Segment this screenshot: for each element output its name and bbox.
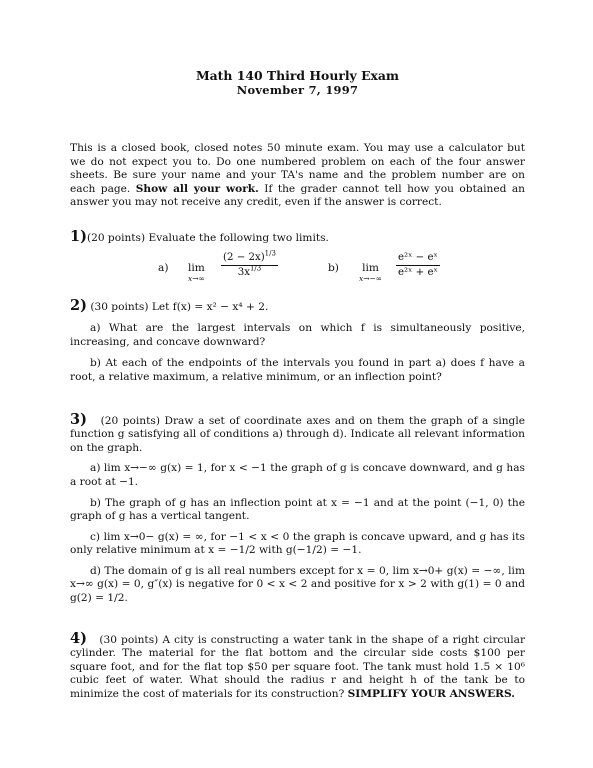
question-1-limits xyxy=(70,249,525,292)
question-3-part-d: d) The domain of g is all real numbers except for x = 0, lim x→0+ g(x) = −∞, lim x→∞ g(x) = 0, g″(x) is negative for 0 < x < 2 and positive for x > 2 with g(1) = 0 and g(2) = 1/2. xyxy=(70,564,525,605)
instructions-emphasis: Show all your work. xyxy=(135,182,259,195)
exam-date: November 7, 1997 xyxy=(236,83,359,97)
question-1-number: 1) xyxy=(70,227,87,245)
question-4 xyxy=(70,629,526,702)
limit-a-operator: lim x→∞ xyxy=(188,261,205,284)
exam-title: Math 140 Third Hourly Exam xyxy=(195,68,400,83)
question-2-part-b: b) At each of the endpoints of the intervals you found in part a) does f have a root, a relative maximum, a relative minimum, or an inflection point? xyxy=(70,357,525,383)
question-4-text: (30 points) A city is constructing a water tank in the shape of a right circular cylinder. The material for the flat bottom and the circular side costs $100 per square foot, and for the flat top $50 per square foot. The tank must hold 1.5 × 10⁶ cubic feet of water. What should the radius r and height h of the tank be to minimize the cost of materials for its construction? xyxy=(70,633,526,701)
question-2-text: (30 points) Let f(x) = x² − x⁴ + 2. xyxy=(90,300,269,313)
limit-b-fraction: $\frac{\text{e²ˣ − eˣ}}{\text{e²ˣ + eˣ}}$ xyxy=(398,251,438,278)
exam-page xyxy=(70,68,525,702)
question-2-number: 2) xyxy=(70,296,87,314)
question-3-part-a: a) lim x→−∞ g(x) = 1, for x < −1 the graph of g is concave downward, and g has a root at −1. xyxy=(70,462,525,488)
question-1 xyxy=(70,227,525,246)
question-3-text: (20 points) Draw a set of coordinate axes and on them the graph of a single function g satisfying all of conditions a) through d). Indicate all relevant information on the graph. xyxy=(70,414,525,454)
limit-a-fraction: $\frac{(2 - 2x)^{1/3}}{3x^{1/3}}$ xyxy=(223,249,276,278)
instructions-text-2: If the grader cannot tell how you obtained an answer you may not receive any credit, even if the answer is correct. xyxy=(70,182,525,209)
question-4-number: 4) xyxy=(70,629,87,647)
limit-b-label: b) xyxy=(328,261,339,274)
question-4-emphasis: SIMPLIFY YOUR ANSWERS. xyxy=(347,688,515,701)
instructions xyxy=(70,142,525,210)
question-2 xyxy=(70,296,525,315)
instructions-text: This is a closed book, closed notes 50 minute exam. You may use a calculator but we do not expect you to. Do one numbered problem on each of the four answer sheets. Be sure your name and your TA's name and the problem number are on each page. xyxy=(70,142,525,195)
limit-b-operator: lim x→−∞ xyxy=(359,261,383,284)
question-3-part-c: c) lim x→0− g(x) = ∞, for −1 < x < 0 the graph is concave upward, and g has its only relative minimum at x = −1/2 with g(−1/2) = −1. xyxy=(70,530,525,557)
question-2-part-a: a) What are the largest intervals on which f is simultaneously positive, increasing, and concave downward? xyxy=(70,322,525,348)
limit-a-label: a) xyxy=(158,261,169,274)
question-1-text: (20 points) Evaluate the following two limits. xyxy=(86,231,329,244)
question-3-part-b: b) The graph of g has an inflection point at x = −1 and at the point (−1, 0) the graph of g has a vertical tangent. xyxy=(70,496,525,523)
question-3 xyxy=(70,410,525,456)
question-3-number: 3) xyxy=(70,410,87,428)
